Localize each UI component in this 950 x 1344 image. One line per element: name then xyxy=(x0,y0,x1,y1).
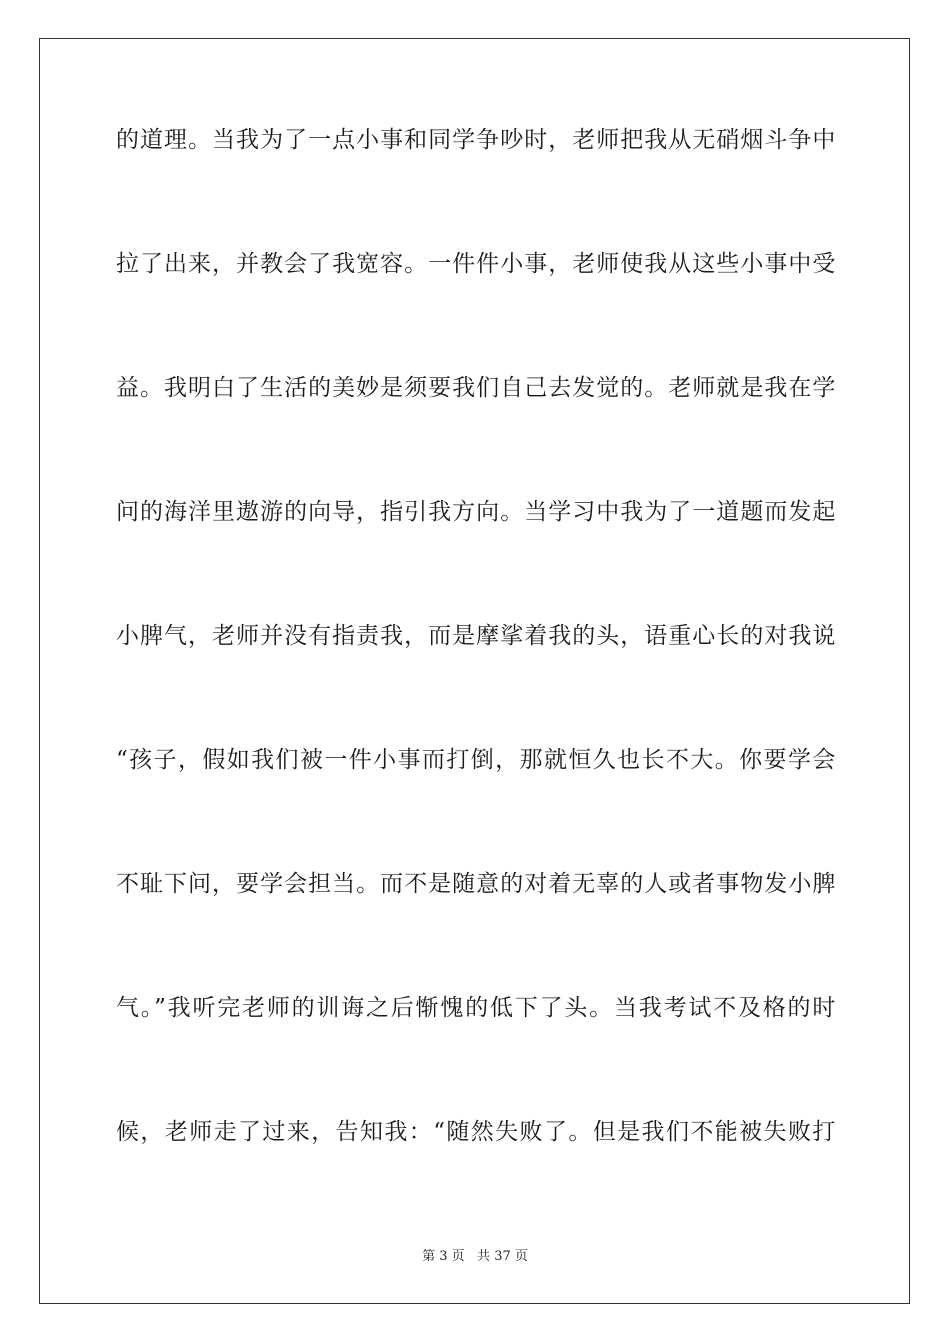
document-body xyxy=(116,127,836,1243)
page-number-footer: 第 3 页 共 37 页 xyxy=(422,1249,528,1264)
text-line: 问的海洋里遨游的向导，指引我方向。当学习中我为了一道题而发起 xyxy=(116,499,836,525)
text-line: “孩子，假如我们被一件小事而打倒，那就恒久也长不大。你要学会 xyxy=(116,747,836,773)
text-line: 益。我明白了生活的美妙是须要我们自己去发觉的。老师就是我在学 xyxy=(116,375,836,401)
text-line: 的道理。当我为了一点小事和同学争吵时，老师把我从无硝烟斗争中 xyxy=(116,127,836,153)
text-line: 不耻下问，要学会担当。而不是随意的对着无辜的人或者事物发小脾 xyxy=(116,871,836,897)
text-line: 小脾气，老师并没有指责我，而是摩挲着我的头，语重心长的对我说 xyxy=(116,623,836,649)
text-line: 候，老师走了过来，告知我：“随然失败了。但是我们不能被失败打 xyxy=(116,1119,836,1145)
text-line: 拉了出来，并教会了我宽容。一件件小事，老师使我从这些小事中受 xyxy=(116,251,836,277)
text-line: 气。”我听完老师的训诲之后惭愧的低下了头。当我考试不及格的时 xyxy=(116,995,836,1021)
